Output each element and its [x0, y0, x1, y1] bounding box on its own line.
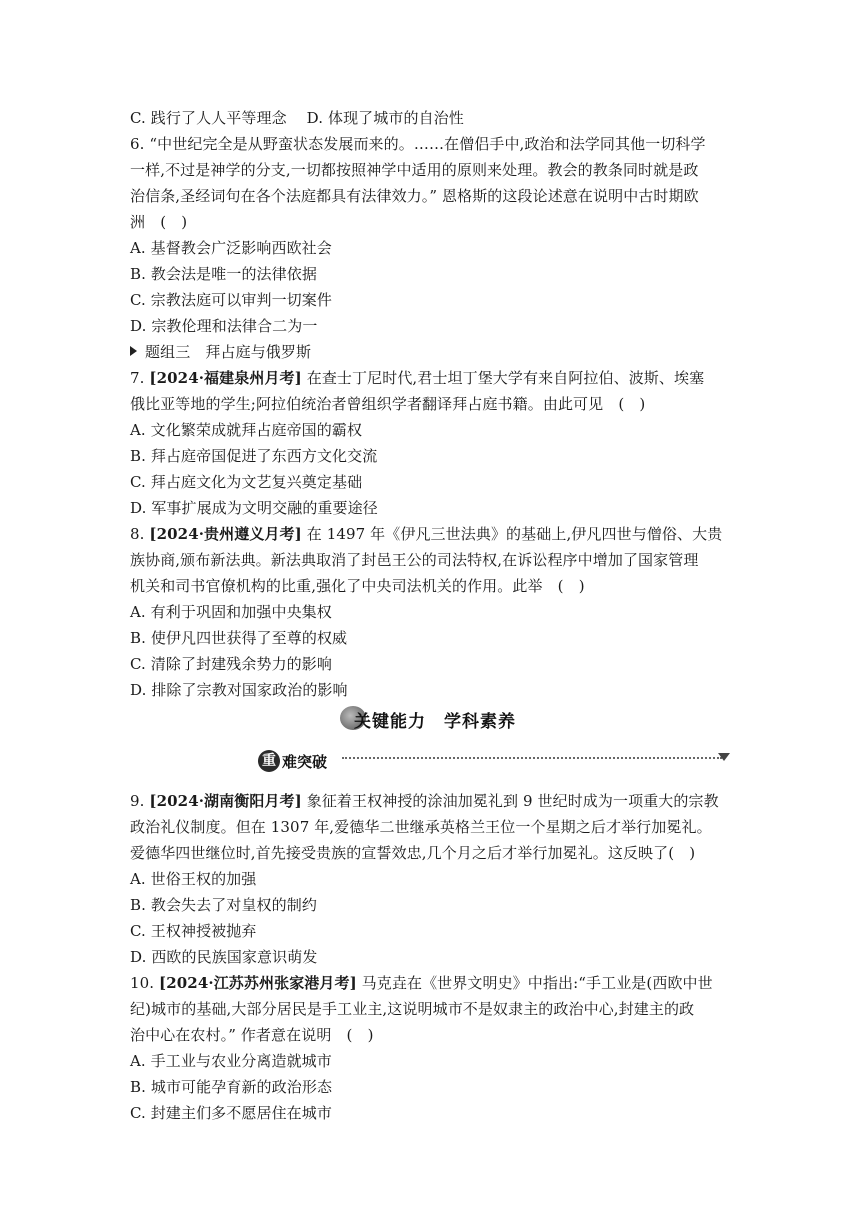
q5-option-cd: C. 践行了人人平等理念 D. 体现了城市的自治性	[130, 109, 464, 127]
q6-option-d: D. 宗教伦理和法律合二为一	[130, 317, 318, 335]
q8-option-d: D. 排除了宗教对国家政治的影响	[130, 681, 348, 699]
q6-stem-line-1: 6. “中世纪完全是从野蛮状态发展而来的。……在僧侣手中,政治和法学同其他一切科学	[130, 135, 706, 153]
q6-option-c: C. 宗教法庭可以审判一切案件	[130, 291, 332, 309]
q9-stem-line-1: 9. [2024·湖南衡阳月考] 象征着王权神授的涂油加冕礼到 9 世纪时成为一项重大的宗教	[130, 792, 719, 810]
q7-option-c: C. 拜占庭文化为文艺复兴奠定基础	[130, 473, 363, 491]
q7-option-b: B. 拜占庭帝国促进了东西方文化交流	[130, 447, 378, 465]
q8-option-a: A. 有利于巩固和加强中央集权	[130, 603, 332, 621]
q7-stem-line-1: 7. [2024·福建泉州月考] 在查士丁尼时代,君士坦丁堡大学有来自阿拉伯、波斯、埃塞	[130, 369, 705, 387]
q6-stem-line-3: 治信条,圣经词句在各个法庭都具有法律效力。” 恩格斯的这段论述意在说明中古时期欧	[130, 187, 699, 205]
q9-option-b: B. 教会失去了对皇权的制约	[130, 896, 317, 914]
q8-stem-line-2: 族协商,颁布新法典。新法典取消了封邑王公的司法特权,在诉讼程序中增加了国家管理	[130, 551, 699, 569]
q9-stem-line-2: 政治礼仪制度。但在 1307 年,爱德华二世继承英格兰王位一个星期之后才举行加冕礼。	[130, 818, 712, 836]
q6-option-a: A. 基督教会广泛影响西欧社会	[130, 239, 332, 257]
q6-stem-line-4: 洲 ( )	[130, 213, 188, 231]
section-banner	[340, 704, 540, 732]
q7-stem-line-2: 俄比亚等地的学生;阿拉伯统治者曾组织学者翻译拜占庭书籍。由此可见 ( )	[130, 395, 646, 413]
q9-option-d: D. 西欧的民族国家意识萌发	[130, 948, 318, 966]
q10-option-a: A. 手工业与农业分离造就城市	[130, 1052, 332, 1070]
triangle-bullet-icon	[130, 346, 137, 356]
q9-source: [2024·湖南衡阳月考]	[149, 792, 302, 810]
q10-source: [2024·江苏苏州张家港月考]	[159, 974, 357, 992]
q9-option-c: C. 王权神授被抛弃	[130, 922, 257, 940]
q10-stem-line-2: 纪)城市的基础,大部分居民是手工业主,这说明城市不是奴隶主的政治中心,封建主的政	[130, 1000, 695, 1018]
q7-option-d: D. 军事扩展成为文明交融的重要途径	[130, 499, 378, 517]
q6-option-b: B. 教会法是唯一的法律依据	[130, 265, 317, 283]
q7-source: [2024·福建泉州月考]	[149, 369, 302, 387]
dotted-divider	[342, 757, 722, 759]
q8-stem-line-1: 8. [2024·贵州遵义月考] 在 1497 年《伊凡三世法典》的基础上,伊凡四世与僧俗、大贵	[130, 525, 723, 543]
section-banner-title: 关键能力 学科素养	[354, 712, 516, 732]
arrow-down-icon	[718, 753, 730, 761]
q9-stem-line-3: 爱德华四世继位时,首先接受贵族的宣誓效忠,几个月之后才举行加冕礼。这反映了( )	[130, 844, 696, 862]
q8-stem-line-3: 机关和司书官僚机构的比重,强化了中央司法机关的作用。此举 ( )	[130, 577, 585, 595]
q9-option-a: A. 世俗王权的加强	[130, 870, 257, 888]
group-heading-label: 题组三 拜占庭与俄罗斯	[145, 343, 312, 361]
q10-stem-line-3: 治中心在农村。” 作者意在说明 ( )	[130, 1026, 374, 1044]
q10-option-c: C. 封建主们多不愿居住在城市	[130, 1104, 332, 1122]
subsection-badge: 重	[258, 750, 280, 772]
q6-stem-line-2: 一样,不过是神学的分支,一切都按照神学中适用的原则来处理。教会的教条同时就是政	[130, 161, 699, 179]
q8-source: [2024·贵州遵义月考]	[149, 525, 302, 543]
q10-stem-line-1: 10. [2024·江苏苏州张家港月考] 马克垚在《世界文明史》中指出:“手工业是(西欧中世	[130, 974, 713, 992]
q8-option-b: B. 使伊凡四世获得了至尊的权威	[130, 629, 348, 647]
subsection-header	[258, 750, 734, 776]
q10-option-b: B. 城市可能孕育新的政治形态	[130, 1078, 333, 1096]
q7-option-a: A. 文化繁荣成就拜占庭帝国的霸权	[130, 421, 363, 439]
q8-option-c: C. 清除了封建残余势力的影响	[130, 655, 332, 673]
group-heading	[130, 343, 311, 361]
subsection-title: 难突破	[282, 753, 328, 771]
